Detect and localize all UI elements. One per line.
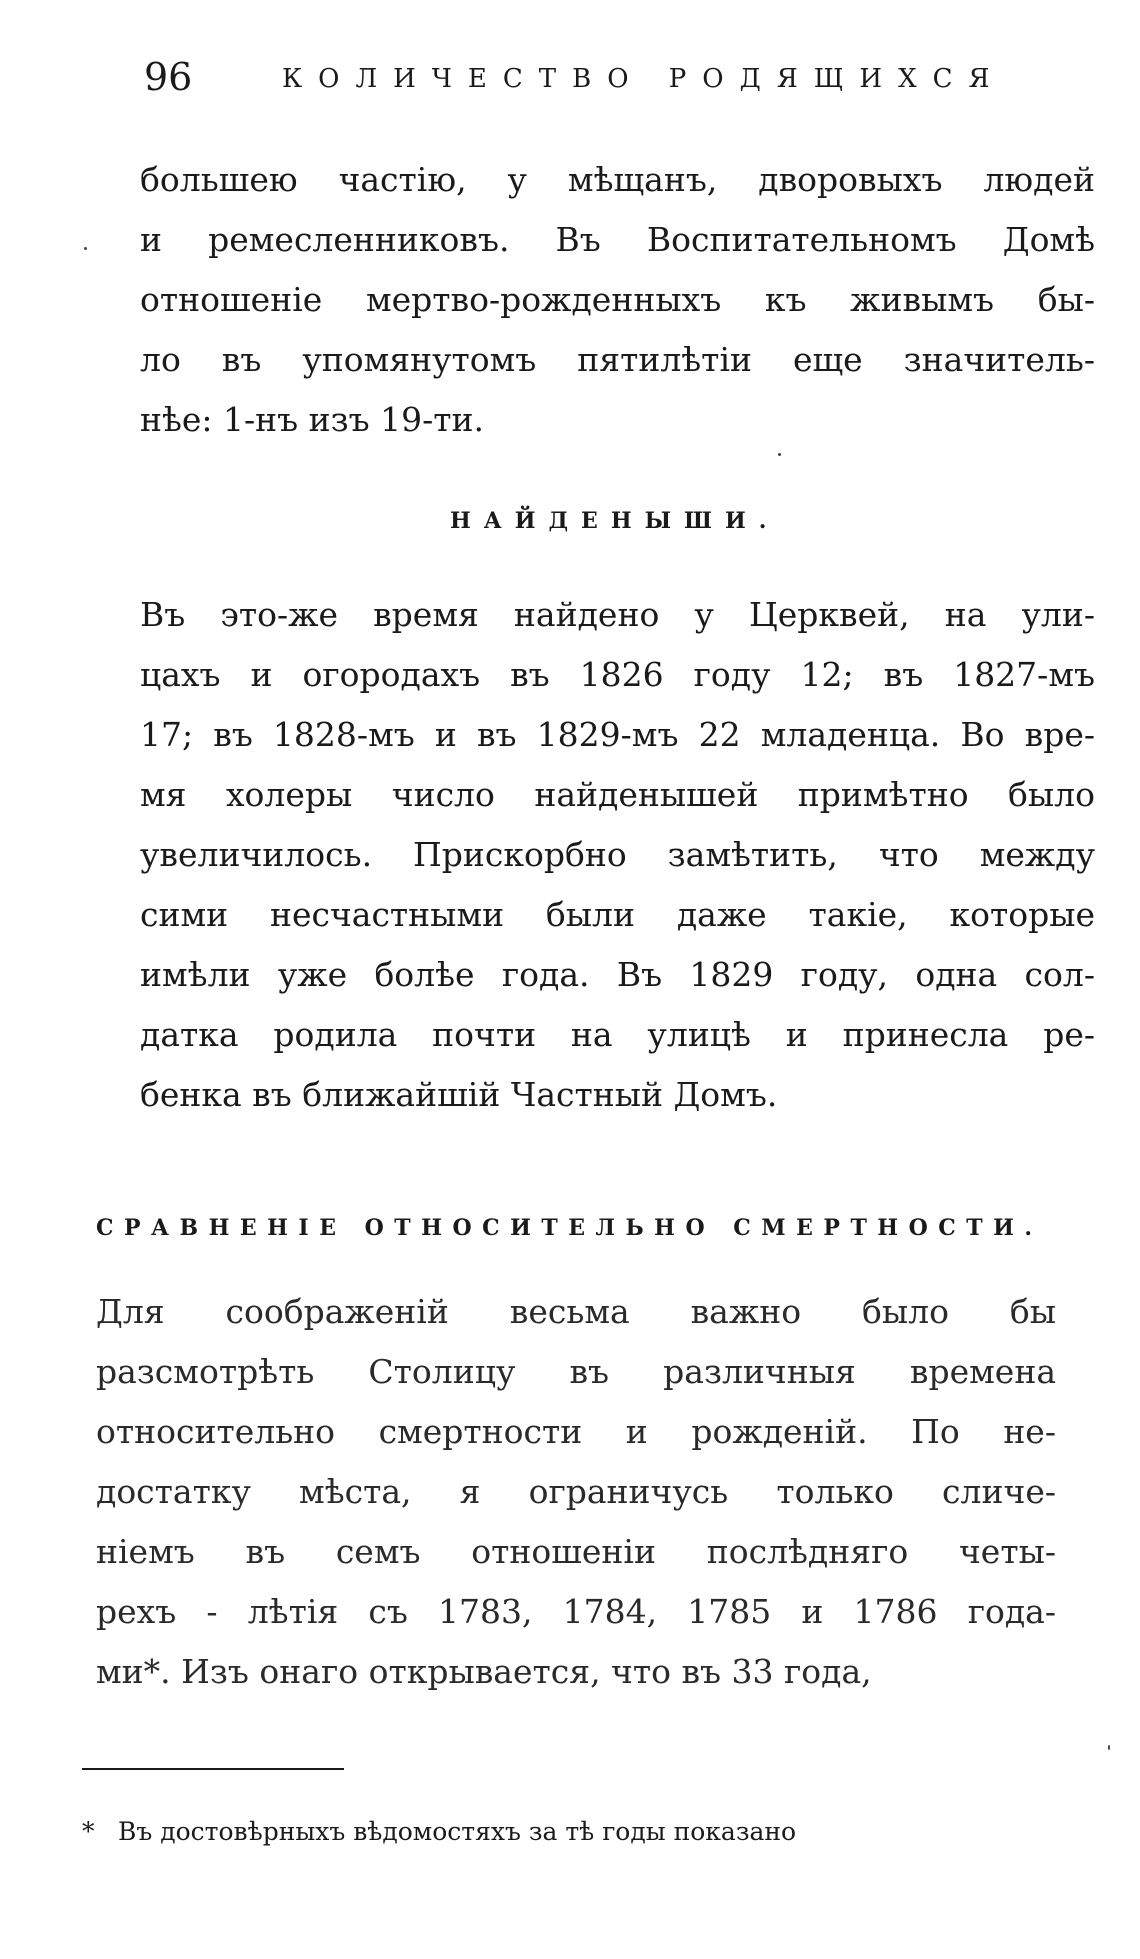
section-heading-mortality-comparison: СРАВНЕНІЕ ОТНОСИТЕЛЬНО СМЕРТНОСТИ. [96, 1215, 1043, 1241]
text-line: ми*. Изъ онаго открывается, что въ 33 года, [96, 1652, 872, 1691]
text-line: 17; въ 1828-мъ и въ 1829-мъ 22 младенца. Во вре- [140, 715, 1095, 754]
text-line: достатку мѣста, я ограничусь только сличе- [96, 1472, 1056, 1511]
text-line: разсмотрѣть Столицу въ различныя времена [96, 1352, 1056, 1391]
text-line: ло въ упомянутомъ пятилѣтіи еще значитель- [140, 340, 1095, 379]
paper-speck [778, 453, 781, 456]
text-line: цахъ и огородахъ въ 1826 году 12; въ 1827-мъ [140, 655, 1095, 694]
text-line: отношеніе мертво-рожденныхъ къ живымъ бы- [140, 280, 1095, 319]
footnote-marker: * [82, 1817, 95, 1846]
text-line: датка родила почти на улицѣ и принесла ре- [140, 1015, 1095, 1054]
text-line: увеличилось. Прискорбно замѣтить, что между [140, 835, 1095, 874]
text-line: большею частію, у мѣщанъ, дворовыхъ людей [140, 160, 1095, 199]
footnote-text: Въ достовѣрныхъ вѣдомостяхъ за тѣ годы показано [118, 1817, 797, 1846]
text-line: ніемъ въ семъ отношеніи послѣдняго четы- [96, 1532, 1056, 1571]
text-line: нѣе: 1-нъ изъ 19-ти. [140, 400, 485, 439]
paper-speck [1108, 1745, 1110, 1750]
paragraph-mortality-comparison [96, 1282, 1056, 1702]
page-number: 96 [144, 55, 193, 99]
running-head [140, 52, 1100, 102]
text-line: Для соображеній весьма важно было бы [96, 1292, 1056, 1331]
text-line: рехъ - лѣтія съ 1783, 1784, 1785 и 1786 года- [96, 1592, 1056, 1631]
text-line: сими несчастными были даже такіе, которые [140, 895, 1095, 934]
paper-speck [84, 247, 87, 250]
text-line: и ремесленниковъ. Въ Воспитательномъ Домѣ [140, 220, 1095, 259]
paragraph-stillbirths [140, 150, 1095, 450]
text-line: мя холеры число найденышей примѣтно было [140, 775, 1095, 814]
section-heading-foundlings: НАЙДЕНЫШИ. [450, 508, 780, 534]
text-line: бенка въ ближайшій Частный Домъ. [140, 1075, 778, 1114]
footnote-divider [82, 1768, 344, 1770]
footnote [82, 1812, 1042, 1852]
text-line: Въ это-же время найдено у Церквей, на ули- [140, 595, 1095, 634]
running-title: КОЛИЧЕСТВО РОДЯЩИХСЯ [282, 64, 1006, 94]
paragraph-foundlings [140, 585, 1095, 1125]
text-line: относительно смертности и рожденій. По не- [96, 1412, 1056, 1451]
text-line: имѣли уже болѣе года. Въ 1829 году, одна сол- [140, 955, 1095, 994]
